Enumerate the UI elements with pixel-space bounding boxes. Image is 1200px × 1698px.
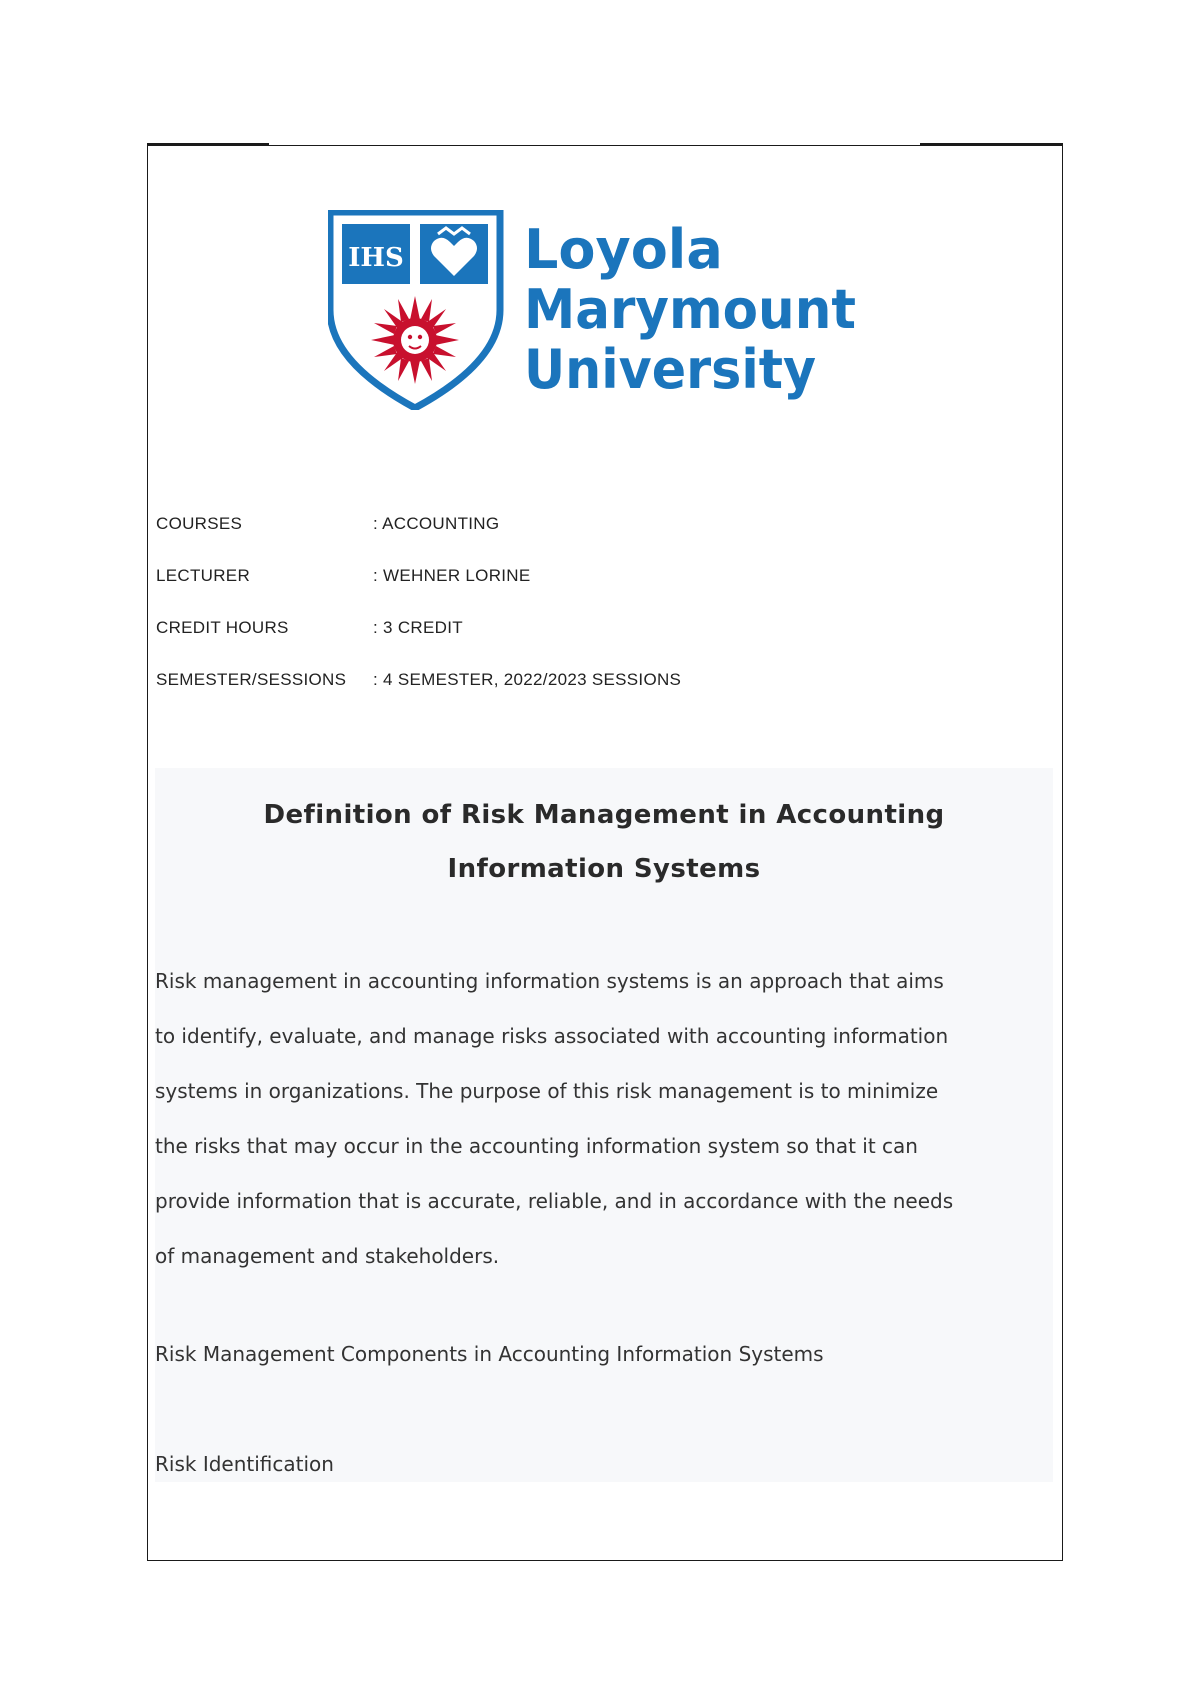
paragraph-line: systems in organizations. The purpose of this risk management is to minimize: [155, 1079, 939, 1103]
lion-sun-icon: [371, 296, 459, 384]
credit-hours-label: CREDIT HOURS: [156, 618, 289, 637]
logo-wordmark-line-1: Loyola: [524, 218, 723, 281]
paragraph-line: the risks that may occur in the accounting information system so that it can: [155, 1134, 918, 1158]
course-info-table: [156, 514, 956, 722]
lmu-logo-graphic: [328, 210, 868, 410]
lecturer-value: : WEHNER LORINE: [373, 566, 531, 585]
credit-hours-value: : 3 CREDIT: [373, 618, 463, 637]
semester-label: SEMESTER/SESSIONS: [156, 670, 347, 689]
subsection-heading: Risk Identification: [155, 1452, 334, 1476]
paragraph-line: provide information that is accurate, reliable, and in accordance with the needs: [155, 1189, 954, 1213]
document-content: [155, 768, 1053, 1482]
course-label: COURSES: [156, 514, 243, 533]
semester-value: : 4 SEMESTER, 2022/2023 SESSIONS: [373, 670, 682, 689]
paragraph-line: to identify, evaluate, and manage risks associated with accounting information: [155, 1024, 949, 1048]
course-info-row: [156, 514, 956, 566]
ihs-monogram: IHS: [348, 243, 404, 273]
lecturer-label: LECTURER: [156, 566, 251, 585]
semester-info-row: [156, 670, 956, 722]
course-value: : ACCOUNTING: [373, 514, 500, 533]
document-title-line-2: Information Systems: [447, 854, 761, 884]
paragraph-line: of management and stakeholders.: [155, 1244, 500, 1268]
university-logo: [328, 210, 868, 410]
document-title-line-1: Definition of Risk Management in Accounting: [263, 800, 945, 830]
section-heading: Risk Management Components in Accounting Information Systems: [155, 1342, 824, 1366]
credit-hours-info-row: [156, 618, 956, 670]
definition-paragraph: [155, 954, 1053, 1284]
logo-wordmark-line-3: University: [524, 338, 816, 401]
lecturer-info-row: [156, 566, 956, 618]
paragraph-line: Risk management in accounting information systems is an approach that aims: [155, 969, 944, 993]
logo-wordmark-line-2: Marymount: [524, 278, 856, 341]
document-title: [155, 788, 1053, 896]
